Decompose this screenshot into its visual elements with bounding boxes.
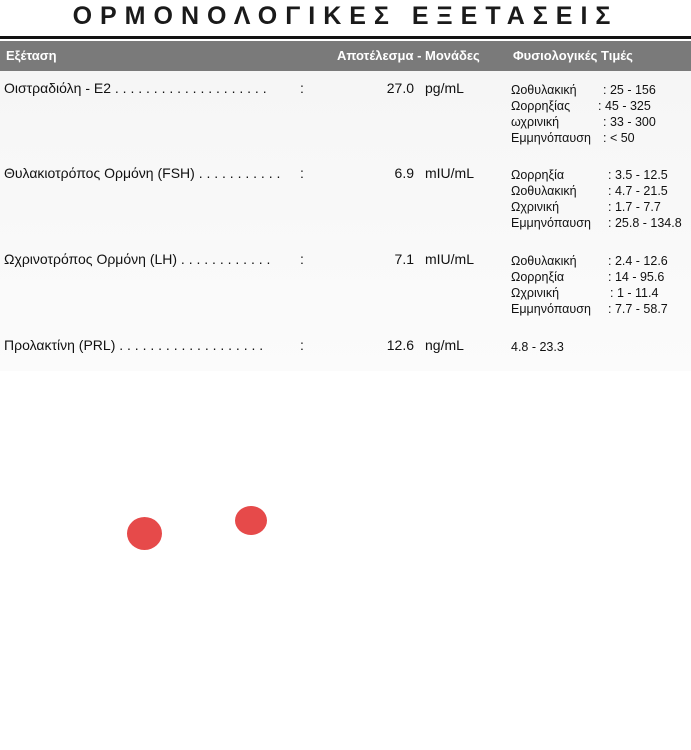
result-value: 7.1 — [394, 251, 414, 267]
title-bar — [0, 0, 691, 39]
ref-label: Εμμηνόπαυση — [511, 302, 591, 316]
result-unit: pg/mL — [425, 80, 464, 96]
result-unit: ng/mL — [425, 337, 464, 353]
test-name: Οιστραδιόλη - E2 . . . . . . . . . . . . . . . . . . . . — [4, 80, 267, 96]
header-normal-values: Φυσιολογικές Τιμές — [513, 48, 633, 63]
page-title: ΟΡΜΟΝΟΛΟΓΙΚΕΣ ΕΞΕΤΑΣΕΙΣ — [72, 2, 619, 30]
ref-range: : < 50 — [603, 131, 635, 145]
ref-label: Ωορρηξία — [511, 270, 565, 284]
separator: : — [300, 251, 304, 267]
ref-label: Ωοθυλακική — [511, 83, 577, 97]
test-name: Προλακτίνη (PRL) . . . . . . . . . . . . . . . . . . . — [4, 337, 264, 353]
test-name: Ωχρινοτρόπος Ορμόνη (LH) . . . . . . . . . . . . — [4, 251, 271, 267]
ref-range: : 33 - 300 — [603, 115, 656, 129]
ref-range: : 45 - 325 — [598, 99, 651, 113]
ref-range: : 2.4 - 12.6 — [608, 254, 668, 268]
header-result-units: Αποτέλεσμα - Μονάδες — [337, 48, 480, 63]
ref-range: : 25 - 156 — [603, 83, 656, 97]
table-header — [0, 41, 691, 71]
ref-range: : 1.7 - 7.7 — [608, 200, 661, 214]
ref-label: Ωορρηξία — [511, 168, 565, 182]
ref-range: : 1 - 11.4 — [610, 286, 659, 300]
ref-label: Εμμηνόπαυση — [511, 131, 591, 145]
ref-range: : 25.8 - 134.8 — [608, 216, 682, 230]
separator: : — [300, 337, 304, 353]
ref-label: Ωχρινική — [511, 200, 560, 214]
ref-range: : 14 - 95.6 — [608, 270, 665, 284]
separator: : — [300, 165, 304, 181]
ref-label: Ωοθυλακική — [511, 254, 577, 268]
ref-range: : 3.5 - 12.5 — [608, 168, 668, 182]
result-unit: mIU/mL — [425, 251, 474, 267]
ref-range: : 4.7 - 21.5 — [608, 184, 668, 198]
reference-range: 4.8 - 23.3 — [511, 340, 564, 354]
result-value: 27.0 — [386, 80, 414, 96]
ref-label: Ωχρινική — [511, 286, 560, 300]
red-dot-marker — [235, 506, 267, 535]
header-test: Εξέταση — [6, 48, 57, 63]
ref-label: Ωορρηξίας — [511, 99, 571, 113]
result-value: 6.9 — [394, 165, 414, 181]
ref-range: : 7.7 - 58.7 — [608, 302, 668, 316]
reference-ranges — [511, 339, 564, 355]
ref-label: ωχρινική — [511, 115, 560, 129]
test-name: Θυλακιοτρόπος Ορμόνη (FSH) . . . . . . . . . . . — [4, 165, 281, 181]
separator: : — [300, 80, 304, 96]
ref-label: Ωοθυλακική — [511, 184, 577, 198]
ref-label: Εμμηνόπαυση — [511, 216, 591, 230]
red-dot-marker — [127, 517, 162, 550]
result-unit: mIU/mL — [425, 165, 474, 181]
result-value: 12.6 — [386, 337, 414, 353]
